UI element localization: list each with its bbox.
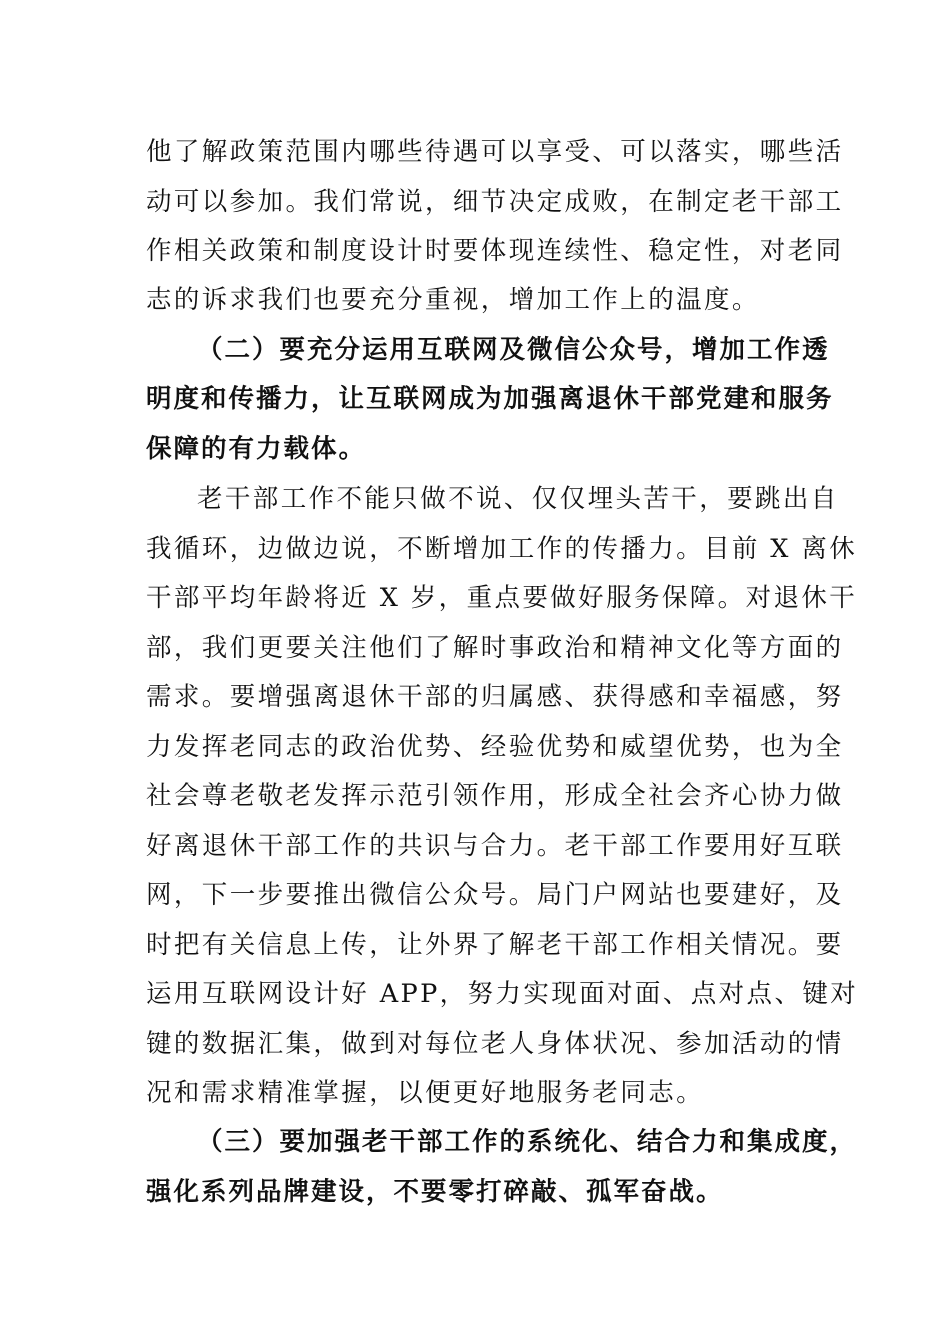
body-text-line: 他了解政策范围内哪些待遇可以享受、可以落实，哪些活 bbox=[146, 137, 844, 167]
section-heading-line: 明度和传播力，让互联网成为加强离退休干部党建和服务 bbox=[146, 384, 834, 414]
body-text-line: 部，我们更要关注他们了解时事政治和精神文化等方面的 bbox=[146, 633, 844, 663]
body-text-line: 动可以参加。我们常说，细节决定成败，在制定老干部工 bbox=[146, 187, 844, 217]
body-text-line: 运用互联网设计好 APP，努力实现面对面、点对点、键对 bbox=[146, 979, 859, 1009]
body-text-line: 干部平均年龄将近 X 岁，重点要做好服务保障。对退休干 bbox=[146, 583, 858, 613]
body-text-line: 网，下一步要推出微信公众号。局门户网站也要建好，及 bbox=[146, 880, 844, 910]
body-text-line: 作相关政策和制度设计时要体现连续性、稳定性，对老同 bbox=[146, 236, 844, 266]
body-text-line: 我循环，边做边说，不断增加工作的传播力。目前 X 离休 bbox=[146, 534, 858, 564]
body-text-line: 时把有关信息上传，让外界了解老干部工作相关情况。要 bbox=[146, 930, 844, 960]
body-text-line: 需求。要增强离退休干部的归属感、获得感和幸福感，努 bbox=[146, 682, 844, 712]
body-text-line: 老干部工作不能只做不说、仅仅埋头苦干，要跳出自 bbox=[197, 484, 839, 514]
section-heading-line: （三）要加强老干部工作的系统化、结合力和集成度， bbox=[197, 1127, 858, 1157]
body-text-line: 键的数据汇集，做到对每位老人身体状况、参加活动的情 bbox=[146, 1029, 844, 1059]
body-text-line: 好离退休干部工作的共识与合力。老干部工作要用好互联 bbox=[146, 831, 844, 861]
section-heading-line: 保障的有力载体。 bbox=[146, 434, 367, 464]
body-text-line: 社会尊老敬老发挥示范引领作用，形成全社会齐心协力做 bbox=[146, 781, 844, 811]
body-text-line: 力发挥老同志的政治优势、经验优势和威望优势，也为全 bbox=[146, 732, 844, 762]
section-heading-line: 强化系列品牌建设，不要零打碎敲、孤军奋战。 bbox=[146, 1177, 724, 1207]
body-text-line: 况和需求精准掌握，以便更好地服务老同志。 bbox=[146, 1078, 705, 1108]
body-text-line: 志的诉求我们也要充分重视，增加工作上的温度。 bbox=[146, 285, 760, 315]
section-heading-line: （二）要充分运用互联网及微信公众号，增加工作透 bbox=[197, 335, 830, 365]
